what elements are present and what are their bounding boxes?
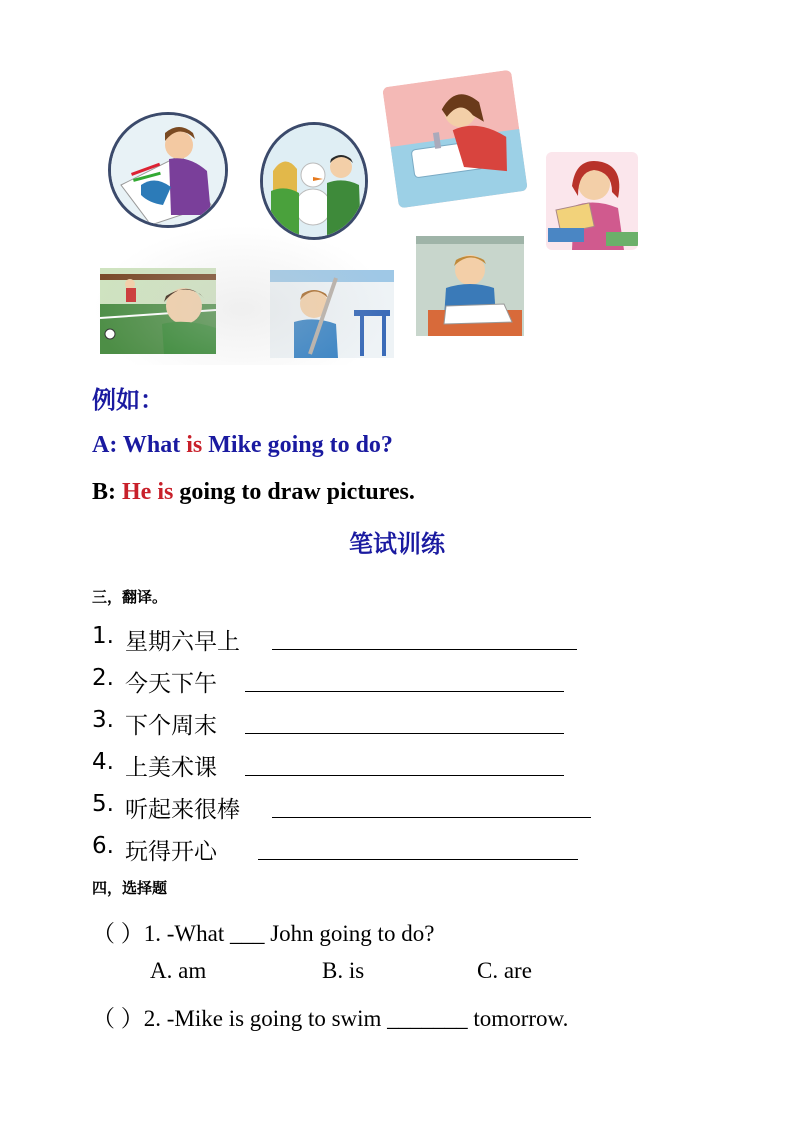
example-heading: 例如： bbox=[92, 386, 164, 414]
question-2-pre: 2. -Mike is going to swim bbox=[143, 1006, 382, 1031]
item-text: 今天下午 bbox=[125, 671, 217, 697]
item-number: 3. bbox=[92, 707, 114, 733]
translation-heading: 三，翻译。 bbox=[92, 588, 168, 606]
question-2-blank[interactable]: _______ bbox=[387, 1006, 468, 1031]
answer-blank[interactable] bbox=[245, 733, 564, 734]
item-text: 星期六早上 bbox=[125, 629, 240, 655]
question-1-post: John going to do? bbox=[270, 921, 435, 946]
answer-blank[interactable] bbox=[258, 859, 578, 860]
item-number: 2. bbox=[92, 665, 114, 691]
item-text: 下个周末 bbox=[125, 713, 217, 739]
example-line-b bbox=[92, 479, 415, 506]
item-text: 玩得开心 bbox=[125, 839, 217, 865]
example-line-a bbox=[92, 432, 393, 459]
option-a[interactable]: A. am bbox=[150, 958, 207, 983]
item-number: 4. bbox=[92, 749, 114, 775]
line-b-highlight: He is bbox=[122, 479, 174, 505]
question-1-blank[interactable]: ___ bbox=[229, 921, 265, 946]
line-a-suffix: Mike going to do? bbox=[202, 432, 393, 458]
answer-blank[interactable] bbox=[245, 691, 564, 692]
answer-blank[interactable] bbox=[245, 775, 564, 776]
question-1-pre: 1. -What bbox=[143, 921, 225, 946]
line-a-prefix: A: What bbox=[92, 432, 187, 458]
snowman-picture bbox=[260, 122, 368, 240]
item-number: 1. bbox=[92, 623, 114, 649]
item-number: 6. bbox=[92, 833, 114, 859]
watermark-smudge bbox=[92, 225, 392, 365]
answer-paren[interactable]: （ ） bbox=[92, 1006, 144, 1031]
question-2-post: tomorrow. bbox=[473, 1006, 569, 1031]
boy-writing-picture bbox=[416, 236, 524, 336]
item-text: 上美术课 bbox=[125, 755, 217, 781]
boy-drawing-picture bbox=[108, 112, 228, 228]
item-text: 听起来很棒 bbox=[125, 797, 240, 823]
girl-washing-picture bbox=[382, 70, 528, 209]
choice-heading: 四，选择题 bbox=[92, 879, 168, 897]
question-2 bbox=[92, 1000, 568, 1033]
answer-paren[interactable]: （ ） bbox=[92, 921, 144, 946]
question-1 bbox=[92, 915, 434, 948]
section-title: 笔试训练 bbox=[349, 530, 445, 558]
option-c[interactable]: C. are bbox=[477, 958, 532, 983]
line-a-highlight: is bbox=[186, 432, 203, 458]
line-b-prefix: B: bbox=[92, 479, 122, 505]
item-number: 5. bbox=[92, 791, 114, 817]
answer-blank[interactable] bbox=[272, 649, 577, 650]
option-b[interactable]: B. is bbox=[322, 958, 365, 983]
girl-reading-picture bbox=[546, 152, 638, 250]
answer-blank[interactable] bbox=[272, 817, 591, 818]
line-b-suffix: going to draw pictures. bbox=[173, 479, 415, 505]
